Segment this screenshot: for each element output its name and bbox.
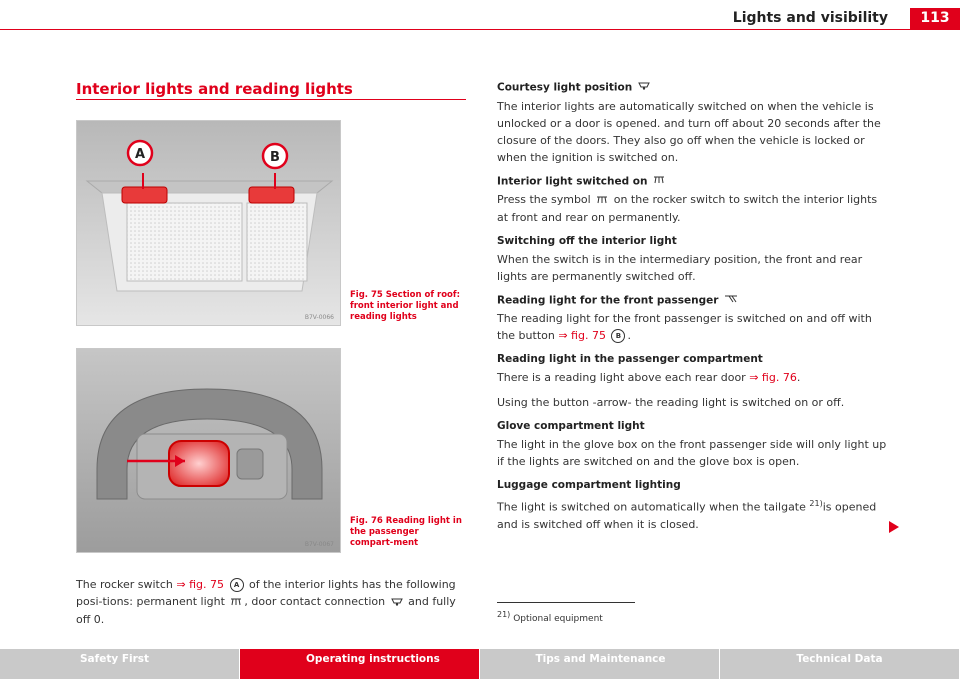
fig-75-link[interactable]: fig. 75 bbox=[189, 578, 225, 591]
footer-tab-operating-instructions[interactable]: Operating instructions bbox=[240, 649, 480, 679]
reading-light-illustration bbox=[77, 349, 341, 553]
footer-tab-technical-data[interactable]: Technical Data bbox=[720, 649, 960, 679]
text-glove-compartment: The light in the glove box on the front passenger side will only light up if the lights are switched on and the glove box is open. bbox=[497, 438, 887, 468]
text-passenger-compartment-button: Using the button -arrow- the reading light is switched on or off. bbox=[497, 396, 845, 409]
permanent-light-icon bbox=[653, 174, 665, 189]
door-contact-icon bbox=[638, 80, 650, 95]
permanent-light-icon bbox=[596, 192, 608, 209]
heading-luggage-compartment: Luggage compartment lighting bbox=[497, 479, 681, 491]
heading-glove-compartment: Glove compartment light bbox=[497, 420, 645, 432]
figure-76-caption: Fig. 76 Reading light in the passenger compart-ment bbox=[350, 516, 462, 548]
door-contact-icon bbox=[391, 594, 403, 611]
heading-front-passenger-reading-light: Reading light for the front passenger bbox=[497, 293, 889, 309]
rocker-switch-paragraph: The rocker switch ⇒ fig. 75 A of the interior lights has the following posi-tions: permanent light , door contact connection and fully off 0. bbox=[76, 578, 456, 626]
fig-76-link[interactable]: fig. 76 bbox=[761, 371, 797, 384]
heading-interior-light-on: Interior light switched on bbox=[497, 174, 889, 190]
section-title: Interior lights and reading lights bbox=[76, 80, 353, 98]
text-luggage-compartment: The light is switched on automatically when the tailgate $^{21)}$is opened and is switched off when it is closed. bbox=[497, 499, 877, 531]
footnote: $^{21)}$ Optional equipment bbox=[497, 610, 603, 624]
callout-a-label: A bbox=[134, 147, 146, 162]
text-courtesy-light: The interior lights are automatically switched on when the vehicle is unlocked or a door is opened. and turn off about 20 seconds after the closure of the doors. They also go off when the vehicle is locked or when the ignition is switched on. bbox=[497, 99, 881, 164]
footer-nav bbox=[0, 649, 960, 679]
footer-tab-safety-first[interactable]: Safety First bbox=[0, 649, 240, 679]
text-interior-light-on: Press the symbol on the rocker switch to switch the interior lights at front and rear on permanently. bbox=[497, 193, 878, 224]
reading-light-icon bbox=[724, 293, 738, 308]
footnote-rule bbox=[497, 602, 635, 603]
badge-b: B bbox=[611, 329, 625, 343]
page-number: 113 bbox=[910, 8, 960, 29]
figure-75-code: B7V-0066 bbox=[304, 314, 334, 321]
header-rule bbox=[0, 29, 960, 30]
heading-passenger-compartment: Reading light in the passenger compartment bbox=[497, 353, 763, 365]
heading-courtesy-light: Courtesy light position bbox=[497, 80, 889, 96]
figure-75-image bbox=[76, 120, 341, 326]
figure-76-image bbox=[76, 348, 341, 553]
text-passenger-compartment: There is a reading light above each rear door ⇒ fig. 76. bbox=[497, 371, 801, 384]
section-rule bbox=[76, 99, 466, 100]
text-switching-off: When the switch is in the intermediary position, the front and rear lights are permanently switched off. bbox=[497, 252, 863, 283]
roof-lights-illustration bbox=[77, 121, 341, 326]
fig-75-link[interactable]: fig. 75 bbox=[571, 329, 606, 342]
footnote-ref: 21) bbox=[809, 499, 823, 508]
next-page-arrow-icon[interactable] bbox=[888, 519, 900, 538]
fig-75-arrow: ⇒ bbox=[176, 578, 186, 591]
text-front-passenger-reading-light: The reading light for the front passenger is switched on and off with the button ⇒ fig. 75 B . bbox=[497, 312, 872, 342]
right-column bbox=[497, 80, 889, 533]
header-title: Lights and visibility bbox=[732, 10, 888, 26]
heading-switching-off: Switching off the interior light bbox=[497, 234, 677, 247]
badge-a: A bbox=[230, 578, 244, 592]
figure-76-code: B7V-0067 bbox=[304, 541, 334, 548]
footer-tab-tips-maintenance[interactable]: Tips and Maintenance bbox=[480, 649, 720, 679]
permanent-light-icon bbox=[230, 594, 242, 611]
figure-75-caption: Fig. 75 Section of roof: front interior light and reading lights bbox=[350, 290, 460, 322]
callout-b-label: B bbox=[270, 150, 280, 165]
